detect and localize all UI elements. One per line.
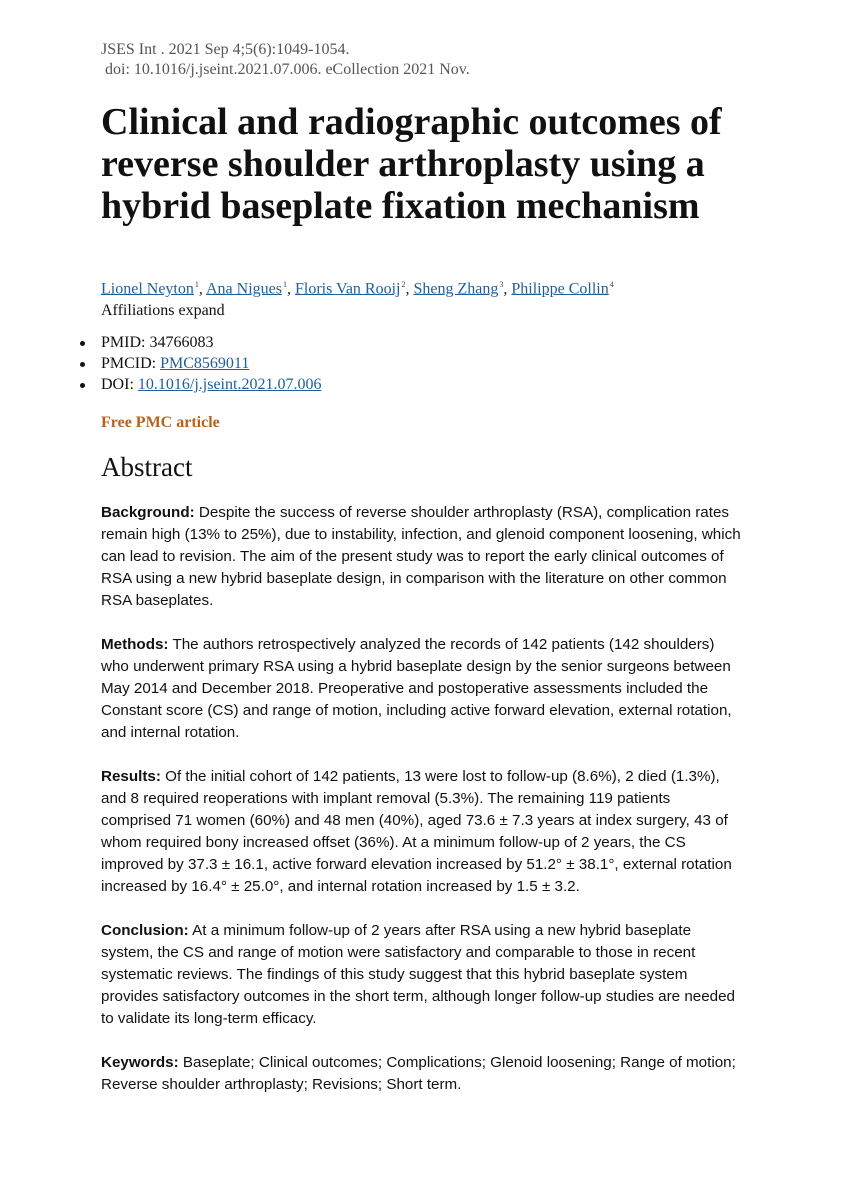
pmcid-item	[78, 353, 321, 374]
section-label: Keywords:	[101, 1054, 179, 1071]
pmcid-link[interactable]: PMC8569011	[160, 355, 250, 372]
abstract-body	[101, 502, 741, 1118]
section-label: Methods:	[101, 636, 169, 653]
pmid-value: 34766083	[149, 334, 214, 351]
citation-line-2: doi: 10.1016/j.jseint.2021.07.006. eCollection 2021 Nov.	[105, 61, 470, 78]
identifier-list	[78, 332, 321, 395]
abstract-results	[101, 766, 741, 898]
author-affiliation-number: 1	[282, 280, 287, 289]
author-affiliation-number: 3	[499, 280, 504, 289]
pmid-label: PMID:	[101, 334, 146, 351]
pmid-item	[78, 332, 321, 353]
section-label: Background:	[101, 504, 195, 521]
affiliations-expand[interactable]: Affiliations expand	[101, 302, 225, 320]
abstract-background	[101, 502, 741, 612]
abstract-conclusion	[101, 920, 741, 1030]
section-text: At a minimum follow-up of 2 years after RSA using a new hybrid baseplate system, the CS and range of motion were satisfactory and comparable to those in recent systematic reviews. The findings of this study suggest that this hybrid baseplate system provides satisfactory outcomes in the short term, although longer follow-up studies are needed to validate its long-term efficacy.	[101, 922, 736, 1027]
citation-line-1: JSES Int . 2021 Sep 4;5(6):1049-1054.	[101, 41, 350, 58]
section-text: Baseplate; Clinical outcomes; Complications; Glenoid loosening; Range of motion; Reverse shoulder arthroplasty; Revisions; Short term.	[101, 1054, 736, 1093]
section-label: Conclusion:	[101, 922, 189, 939]
author-affiliation-number: 4	[609, 280, 614, 289]
abstract-methods	[101, 634, 741, 744]
doi-label: DOI:	[101, 376, 134, 393]
section-text: Of the initial cohort of 142 patients, 13 were lost to follow-up (8.6%), 2 died (1.3%), and 8 required reoperations with implant removal (5.3%). The remaining 119 patients comprised 71 women (60%) and 48 men (40%), aged 73.6 ± 7.3 years at index surgery, 43 of whom required bony increased offset (36%). At a minimum follow-up of 2 years, the CS improved by 37.3 ± 16.1, active forward elevation increased by 51.2° ± 38.1°, external rotation increased by 16.4° ± 25.0°, and internal rotation increased by 1.5 ± 3.2.	[101, 768, 732, 895]
doi-item	[78, 374, 321, 395]
author-affiliation-number: 2	[401, 280, 406, 289]
doi-link[interactable]: 10.1016/j.jseint.2021.07.006	[137, 376, 322, 393]
section-text: Despite the success of reverse shoulder arthroplasty (RSA), complication rates remain high (13% to 25%), due to instability, infection, and glenoid component loosening, which can lead to revision. The aim of the present study was to report the early clinical outcomes of RSA using a new hybrid baseplate design, in comparison with the literature on other common RSA baseplates.	[101, 504, 741, 609]
pmcid-label: PMCID:	[101, 355, 157, 372]
author-link[interactable]: Lionel Neyton	[101, 280, 194, 298]
section-label: Results:	[101, 768, 161, 785]
section-text: The authors retrospectively analyzed the records of 142 patients (142 shoulders) who underwent primary RSA using a hybrid baseplate design by the senior surgeons between May 2014 and December 2018. Preoperative and postoperative assessments included the Constant score (CS) and range of motion, including active forward elevation, external rotation, and internal rotation.	[101, 636, 732, 741]
keywords	[101, 1052, 741, 1096]
author-affiliation-number: 1	[194, 280, 199, 289]
author-link[interactable]: Sheng Zhang	[413, 280, 499, 298]
citation	[101, 40, 470, 80]
free-pmc-article-label: Free PMC article	[101, 414, 220, 431]
author-link[interactable]: Philippe Collin	[511, 280, 609, 298]
author-list: Lionel Neyton$^1$, Ana Nigues$^1$, Floris Van Rooij$^2$, Sheng Zhang$^3$, Philippe Collin$^4$ Affiliations expand	[101, 274, 801, 322]
author-link[interactable]: Floris Van Rooij	[294, 280, 401, 298]
abstract-heading: Abstract	[101, 452, 193, 482]
article-title: Clinical and radiographic outcomes of reverse shoulder arthroplasty using a hybrid baseplate fixation mechanism	[101, 101, 722, 227]
author-link[interactable]: Ana Nigues	[206, 280, 282, 298]
